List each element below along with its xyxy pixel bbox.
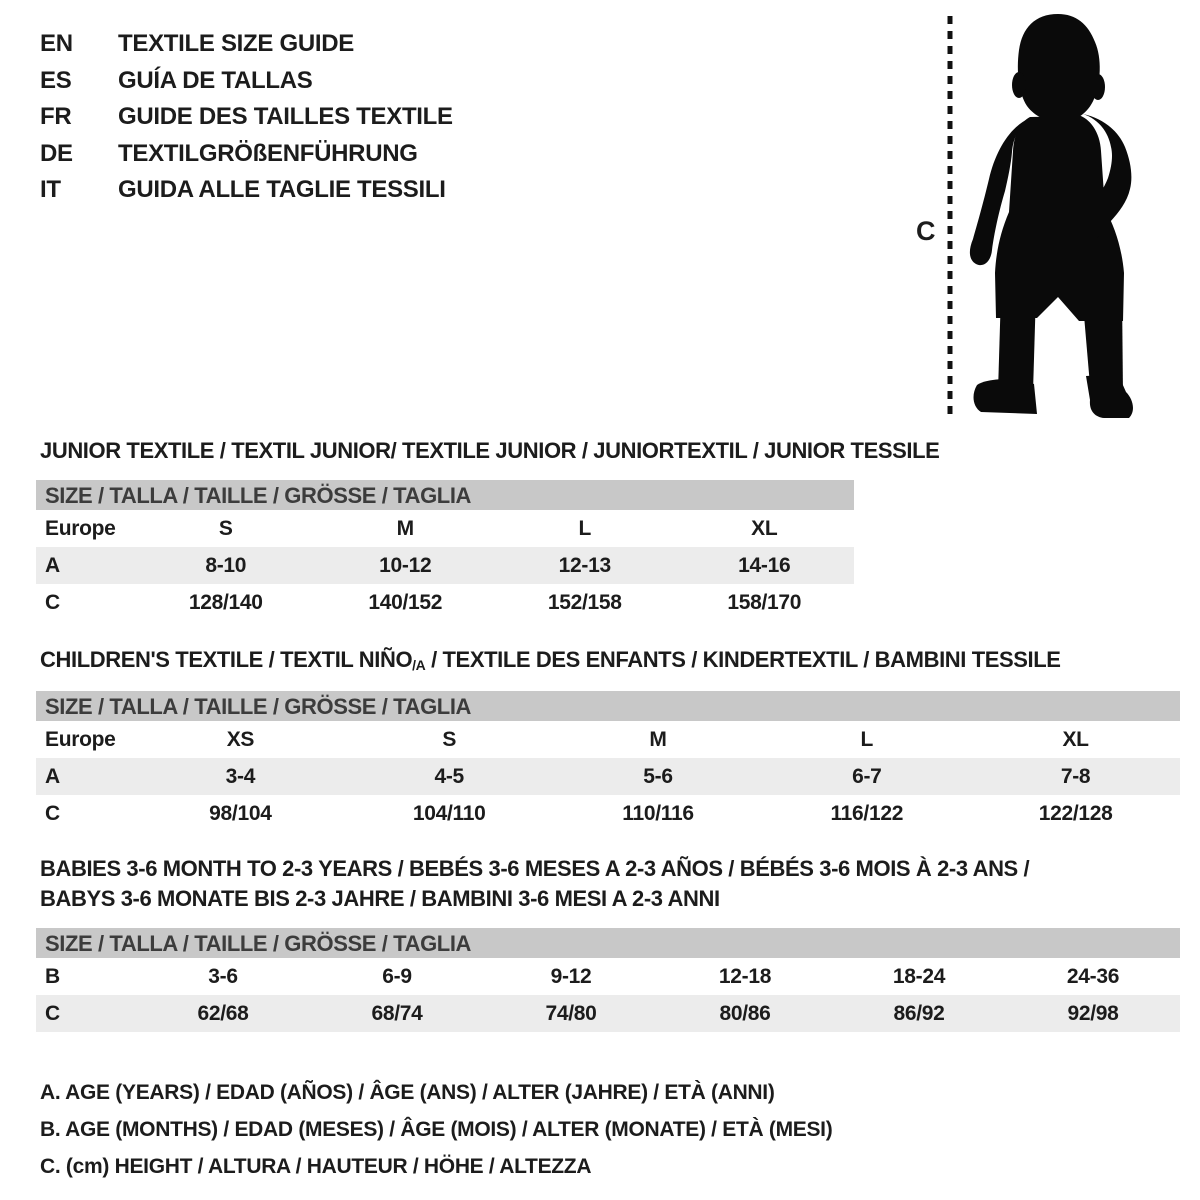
row-label: C [45,801,60,825]
size-cell: 80/86 [719,1001,771,1025]
language-code: EN [40,30,73,57]
size-cell: 140/152 [368,590,443,614]
size-cell: XS [226,727,255,751]
guide-title-fr: GUIDE DES TAILLES TEXTILE [118,103,453,130]
guide-title-it: GUIDA ALLE TAGLIE TESSILI [118,176,446,203]
toddler-height-figure [880,0,1200,430]
language-title-list [40,26,453,209]
table-row [36,547,854,584]
size-table-sections [36,436,1200,1032]
legend-line: C. (cm) HEIGHT / ALTURA / HAUTEUR / HÖHE / ALTEZZA [40,1155,592,1178]
size-cell: L [860,727,874,751]
size-cell: 92/98 [1067,1001,1119,1025]
language-row [40,63,453,100]
size-cell: 9-12 [550,964,592,988]
size-cell: 158/170 [727,590,802,614]
guide-title-es: GUÍA DE TALLAS [118,66,313,94]
section-title: JUNIOR TEXTILE / TEXTIL JUNIOR/ TEXTILE JUNIOR / JUNIORTEXTIL / JUNIOR TESSILE [40,438,940,463]
size-header-bar: SIZE / TALLA / TAILLE / GRÖSSE / TAGLIA [36,928,1180,958]
size-cell: XL [751,516,778,540]
language-code: ES [40,66,72,94]
language-code: FR [40,103,72,130]
size-cell: 74/80 [545,1001,597,1025]
size-table [36,721,1180,832]
language-row [40,136,453,173]
table-row [36,958,1180,995]
size-cell: M [649,727,667,751]
guide-title-de: TEXTILGRÖßENFÜHRUNG [118,139,418,167]
row-label: C [45,590,60,614]
row-label: A [45,764,60,788]
language-row [40,26,453,63]
size-cell: 110/116 [622,801,694,825]
language-code: IT [40,176,61,203]
size-cell: 24-36 [1066,964,1120,988]
table-row [36,510,854,547]
size-cell: S [442,727,457,751]
size-cell: 14-16 [738,553,791,577]
size-cell: 68/74 [371,1001,423,1025]
size-cell: 122/128 [1038,801,1113,825]
table-row [36,995,1180,1032]
size-cell: 12-13 [558,553,611,577]
language-row [40,172,453,209]
row-label: C [45,1001,60,1025]
size-cell: 8-10 [205,553,247,577]
size-cell: 12-18 [718,964,772,988]
row-label: B [45,964,60,988]
size-cell: 6-9 [382,964,412,988]
size-cell: 86/92 [893,1001,945,1025]
size-cell: 7-8 [1060,764,1091,788]
height-label: C [916,216,936,246]
size-cell: 5-6 [643,764,673,788]
size-cell: 128/140 [188,590,263,614]
size-cell: 18-24 [892,964,946,988]
size-cell: XL [1062,727,1089,751]
language-code: DE [40,139,73,167]
size-table [36,958,1180,1032]
size-cell: 4-5 [434,764,464,788]
size-cell: 98/104 [209,801,272,825]
legend-block [36,1074,1200,1185]
row-label: A [45,553,60,577]
size-cell: 6-7 [852,764,882,788]
table-row [36,795,1180,832]
table-row [36,721,1180,758]
legend-line: B. AGE (MONTHS) / EDAD (MESES) / ÂGE (MOIS) / ALTER (MONATE) / ETÀ (MESI) [40,1118,833,1141]
language-row [40,99,453,136]
content-block [0,436,1200,1185]
size-cell: 3-6 [208,964,238,988]
size-cell: 104/110 [412,801,486,825]
size-header-bar: SIZE / TALLA / TAILLE / GRÖSSE / TAGLIA [36,480,854,510]
section-babies [36,854,1200,1032]
table-row [36,584,854,621]
size-cell: L [578,516,592,540]
size-table-wrap [36,691,1180,832]
size-table-wrap [36,928,1180,1032]
section-children [36,645,1200,832]
row-label: Europe [45,727,116,751]
size-cell: 152/158 [547,590,622,614]
section-title: BABYS 3-6 MONATE BIS 2-3 JAHRE / BAMBINI 3-6 MESI A 2-3 ANNI [40,886,720,911]
legend-line: A. AGE (YEARS) / EDAD (AÑOS) / ÂGE (ANS) / ALTER (JAHRE) / ETÀ (ANNI) [40,1081,775,1104]
toddler-silhouette-icon [970,14,1133,418]
top-block [0,0,1200,430]
guide-title-en: TEXTILE SIZE GUIDE [118,30,354,57]
size-cell: 3-4 [225,764,256,788]
section-title: CHILDREN'S TEXTILE / TEXTIL $NIÑO_{/A}$ / TEXTILE DES ENFANTS / KINDERTEXTIL / BAMBINI TESSILE [40,647,1061,673]
size-table-wrap [36,480,854,621]
size-cell: 10-12 [379,553,432,577]
row-label: Europe [45,516,116,540]
size-cell: 116/122 [830,801,904,825]
section-junior [36,436,1200,621]
size-cell: 62/68 [197,1001,249,1025]
size-cell: M [396,516,414,540]
size-cell: S [218,516,233,540]
size-header-bar: SIZE / TALLA / TAILLE / GRÖSSE / TAGLIA [36,691,1180,721]
table-row [36,758,1180,795]
size-table [36,510,854,621]
section-title: BABIES 3-6 MONTH TO 2-3 YEARS / BEBÉS 3-6 MESES A 2-3 AÑOS / BÉBÉS 3-6 MOIS À 2-3 ANS / [40,856,1030,881]
